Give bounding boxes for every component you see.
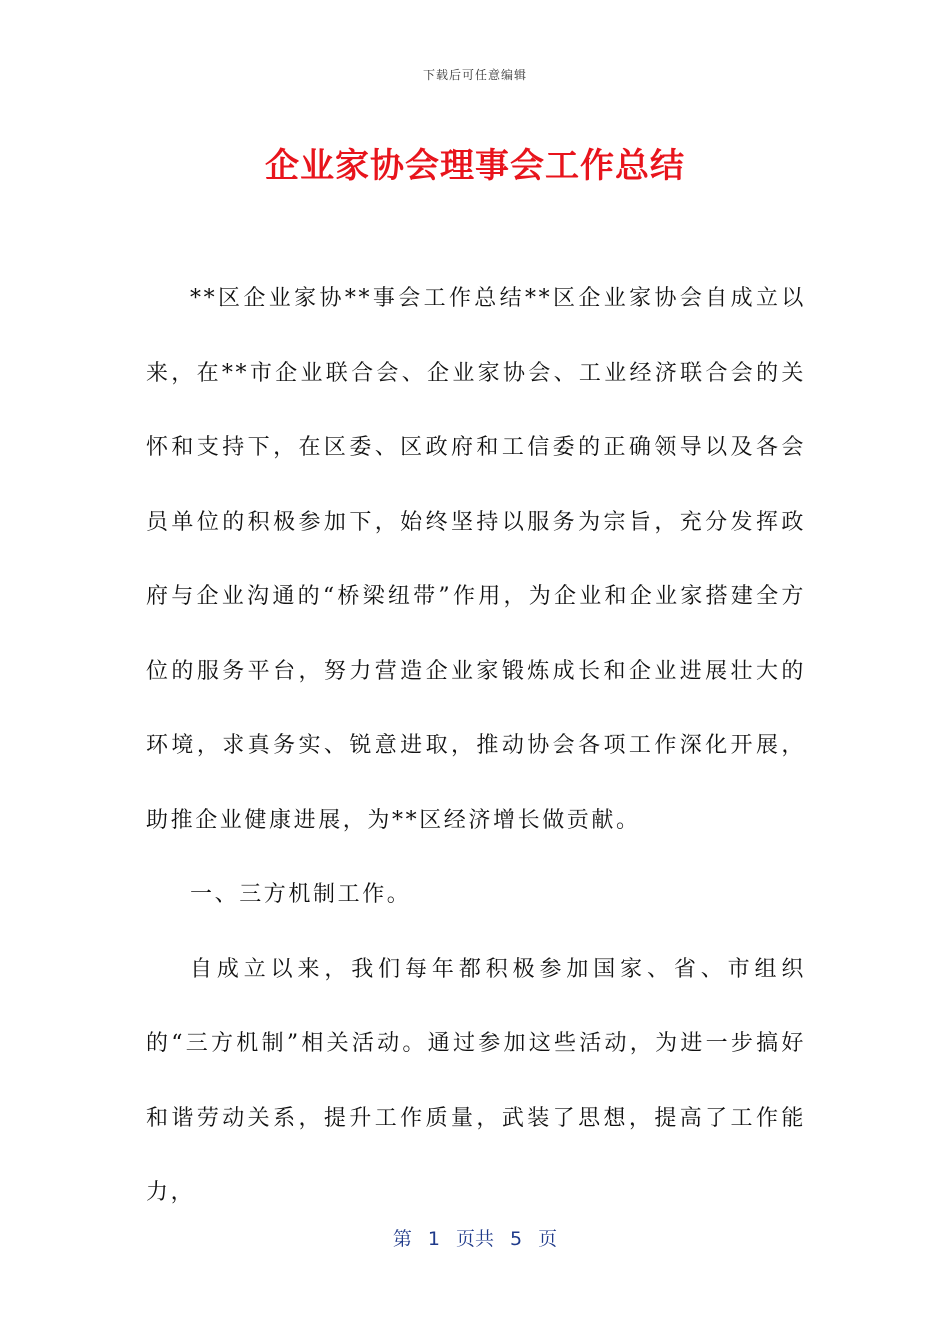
- section-heading: 一、三方机制工作。: [190, 882, 412, 907]
- footer-prefix: 第: [392, 1228, 412, 1250]
- header-note: 下载后可任意编辑: [422, 68, 527, 82]
- document-title: 企业家协会理事会工作总结: [265, 146, 685, 186]
- footer-middle: 页共: [455, 1228, 494, 1250]
- body-paragraph: 自成立以来，我们每年都积极参加国家、省、市组织的“三方机制”相关活动。通过参加这些活动，为进一步搞好和谐劳动关系，提升工作质量，武装了思想，提高了工作能力，: [146, 956, 806, 1205]
- footer-suffix: 页: [538, 1228, 558, 1250]
- body-paragraph: **区企业家协**事会工作总结**区企业家协会自成立以来，在**市企业联合会、企业家协会、工业经济联合会的关怀和支持下，在区委、区政府和工信委的正确领导以及各会员单位的积极参加下，始终坚持以服务为宗旨，充分发挥政府与企业沟通的“桥梁纽带”作用，为企业和企业家搭建全方位的服务平台，努力营造企业家锻炼成长和企业进展壮大的环境，求真务实、锐意进取，推动协会各项工作深化开展，助推企业健康进展，为**区经济增长做贡献。: [146, 286, 806, 833]
- footer-current-page: 1: [427, 1228, 440, 1250]
- footer-total-pages: 5: [510, 1228, 523, 1250]
- document-body: [146, 262, 806, 1231]
- page-number-footer: [0, 1224, 950, 1251]
